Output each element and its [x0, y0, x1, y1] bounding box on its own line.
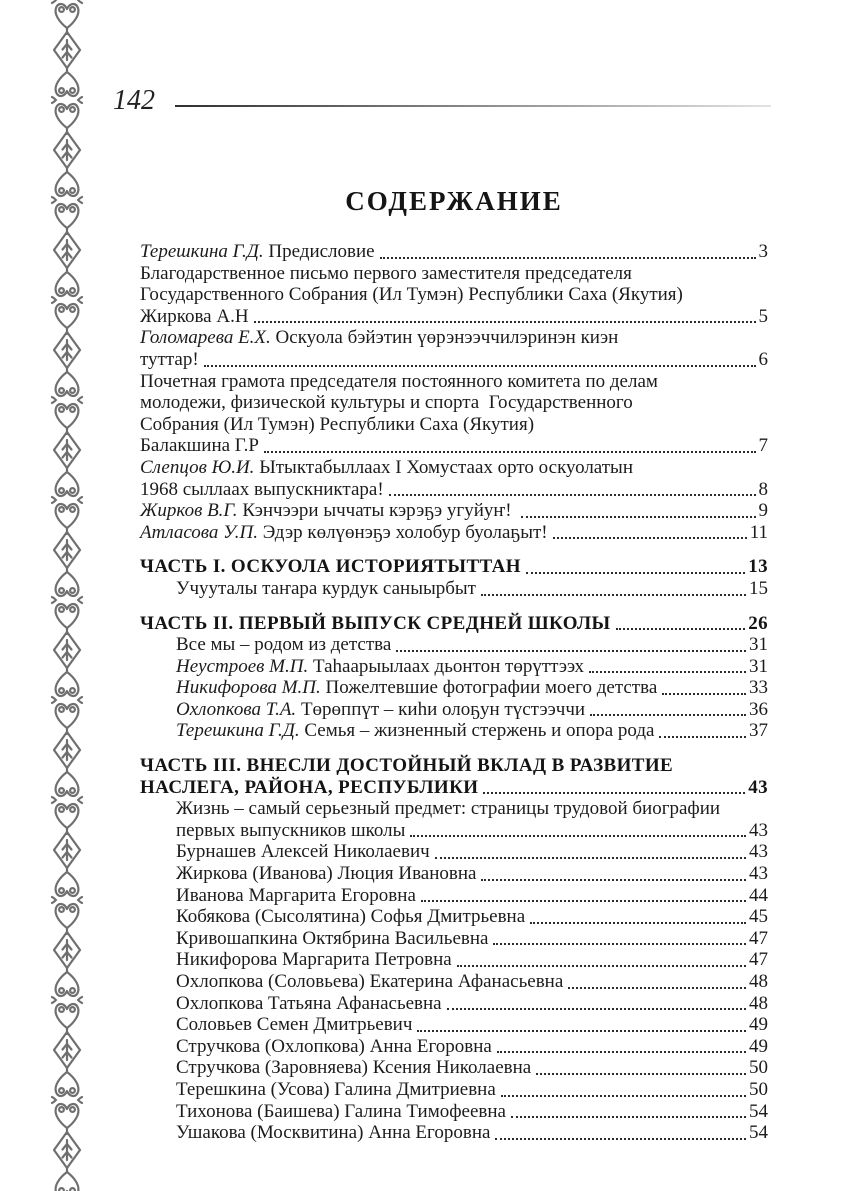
toc-line [176, 993, 768, 1015]
toc-page-ref: 7 [758, 435, 768, 457]
toc-text: Оскуола бэйэтин үөрэнээччилэринэн киэн [275, 327, 619, 349]
toc-page-ref: 47 [749, 927, 768, 949]
toc-leader-dots [530, 922, 746, 924]
toc-line [140, 522, 768, 544]
toc-text: Собрания (Ил Тумэн) Республики Саха (Якутия) [140, 413, 535, 435]
toc-line [140, 371, 768, 393]
toc-author: Слепцов Ю.И. [140, 456, 260, 478]
toc-leader-dots [483, 792, 745, 794]
toc-line [140, 556, 768, 578]
toc-entry [140, 263, 768, 328]
toc-leader-dots [553, 537, 747, 539]
toc-author: Неустроев М.П. [176, 655, 313, 677]
toc-leader-dots [421, 900, 746, 902]
toc-page-ref: 37 [749, 720, 768, 742]
toc-line [140, 777, 768, 799]
toc-line [140, 457, 768, 479]
toc-line [176, 841, 768, 863]
toc-leader-dots [568, 987, 746, 989]
toc-line [176, 1101, 768, 1123]
toc-text: Терешкина (Усова) Галина Дмитриевна [176, 1078, 496, 1100]
toc-author: Терешкина Г.Д. [140, 241, 269, 262]
toc-entry [140, 1079, 768, 1101]
toc-page-ref: 48 [749, 992, 768, 1014]
yakut-ornament-border-icon [50, 0, 84, 1191]
toc-text: Охлопкова Татьяна Афанасьевна [176, 992, 442, 1014]
toc-author: Охлопкова Т.А. [176, 698, 301, 720]
toc-text: Стручкова (Заровняева) Ксения Николаевна [176, 1057, 532, 1079]
toc-page-ref: 45 [749, 906, 768, 928]
toc-text: Пожелтевшие фотографии моего детства [325, 677, 658, 699]
toc-leader-dots [417, 1030, 746, 1032]
toc-page-ref: 9 [758, 500, 768, 522]
toc-line [176, 1014, 768, 1036]
toc-text: Тихонова (Баишева) Галина Тимофеевна [176, 1100, 506, 1122]
toc-entry [140, 1036, 768, 1058]
toc-leader-dots [659, 736, 746, 738]
toc-entry [140, 522, 768, 544]
toc-text: Жиркова А.Н [140, 305, 249, 327]
toc-page-ref: 11 [749, 521, 768, 543]
toc-line [176, 1036, 768, 1058]
toc-entry [140, 327, 768, 370]
toc-leader-dots [501, 1095, 746, 1097]
toc-text: первых выпускников школы [176, 819, 406, 841]
toc-entry [140, 993, 768, 1015]
toc-text: Охлопкова (Соловьева) Екатерина Афанасьевна [176, 971, 564, 992]
toc-line [176, 863, 768, 885]
toc-leader-dots [410, 835, 746, 837]
toc-entry [140, 634, 768, 656]
toc-line [176, 1079, 768, 1101]
toc-entry [140, 677, 768, 699]
toc-page-ref: 43 [749, 819, 768, 841]
toc-leader-dots [521, 516, 755, 518]
toc-entry [140, 500, 768, 522]
toc-leader-dots [616, 628, 746, 630]
toc-text: Иванова Маргарита Егоровна [176, 884, 416, 906]
toc-page-ref: 5 [758, 305, 768, 327]
toc-text: Стручкова (Охлопкова) Анна Егоровна [176, 1035, 492, 1057]
toc-leader-dots [536, 1073, 746, 1075]
toc-entry [140, 798, 768, 841]
toc-line [176, 634, 768, 656]
toc-part-heading [140, 755, 768, 798]
toc-leader-dots [481, 879, 746, 881]
toc-text: ЧАСТЬ II. ПЕРВЫЙ ВЫПУСК СРЕДНЕЙ ШКОЛЫ [140, 612, 611, 634]
toc-text: Балакшина Г.Р [140, 435, 259, 457]
toc-leader-dots [389, 494, 756, 496]
toc-line [140, 500, 768, 522]
page-title: СОДЕРЖАНИЕ [345, 186, 563, 216]
toc-line [176, 928, 768, 950]
toc-text: НАСЛЕГА, РАЙОНА, РЕСПУБЛИКИ [140, 776, 479, 798]
toc-author: Никифорова М.П. [176, 677, 326, 699]
toc-leader-dots [396, 650, 746, 652]
toc-entry [140, 906, 768, 928]
toc-author: Атласова У.П. [140, 521, 263, 543]
page-header [113, 82, 771, 116]
toc-text: Все мы – родом из детства [176, 634, 392, 656]
toc-text: Жизнь – самый серьезный предмет: страницы трудовой биографии [176, 798, 721, 820]
toc-leader-dots [204, 365, 756, 367]
toc-line [176, 578, 768, 600]
toc-line [176, 699, 768, 721]
toc-entry [140, 720, 768, 742]
toc-line [176, 971, 768, 993]
toc-leader-dots [435, 857, 746, 859]
toc-entry [140, 841, 768, 863]
toc-entry [140, 457, 768, 500]
toc-page-ref: 49 [749, 1014, 768, 1036]
toc-text: 1968 сыллаах выпускниктара! [140, 478, 384, 500]
toc-text: Ушакова (Москвитина) Анна Егоровна [176, 1122, 491, 1144]
toc-text: Кэнчээри ыччаты кэрэҕэ угуйуҥ! [242, 500, 517, 522]
toc-page-ref: 48 [749, 971, 768, 992]
toc-page-ref: 54 [749, 1100, 768, 1122]
toc-author: Голомарева Е.Х. [140, 327, 276, 349]
toc-leader-dots [447, 1008, 746, 1010]
toc-text: Жиркова (Иванова) Люция Ивановна [176, 863, 477, 885]
toc-line [176, 949, 768, 971]
toc-page-ref: 31 [749, 655, 768, 677]
toc-entry [140, 656, 768, 678]
toc-line [176, 656, 768, 678]
toc-text: Предисловие [268, 241, 375, 262]
toc-page-ref: 50 [749, 1078, 768, 1100]
toc-line [176, 906, 768, 928]
toc-text: молодежи, физической культуры и спорта Государственного [140, 392, 633, 414]
toc-line [140, 435, 768, 457]
toc-spacer [140, 543, 768, 556]
toc-leader-dots [495, 1138, 746, 1140]
toc-leader-dots [590, 714, 746, 716]
toc-line [140, 479, 768, 501]
toc-page-ref: 33 [749, 677, 768, 699]
toc-text: Никифорова Маргарита Петровна [176, 949, 452, 971]
toc-leader-dots [589, 671, 746, 673]
toc-line [140, 263, 768, 285]
toc-text: Почетная грамота председателя постоянного комитета по делам [140, 370, 658, 392]
toc-leader-dots [254, 321, 756, 323]
toc-line [140, 284, 768, 306]
toc-page-ref: 47 [749, 949, 768, 971]
toc-entry [140, 1101, 768, 1123]
toc-list [140, 241, 768, 1144]
toc-text: Кривошапкина Октябрина Васильевна [176, 927, 489, 949]
toc-leader-dots [380, 257, 756, 259]
toc-page-ref: 43 [748, 776, 768, 798]
toc-leader-dots [526, 572, 745, 574]
toc-text: ЧАСТЬ III. ВНЕСЛИ ДОСТОЙНЫЙ ВКЛАД В РАЗВИТИЕ [140, 755, 674, 777]
toc-page-ref: 6 [758, 348, 768, 370]
toc-line [140, 414, 768, 436]
toc-entry [140, 1014, 768, 1036]
toc-line [140, 755, 768, 777]
toc-entry [140, 371, 768, 457]
toc-page-ref: 8 [758, 478, 768, 500]
toc-page-ref: 43 [749, 841, 768, 863]
toc-text: Благодарственное письмо первого заместителя председателя [140, 262, 632, 284]
toc-page-ref: 43 [749, 863, 768, 885]
toc-page-ref: 44 [749, 884, 768, 906]
toc-page-ref: 36 [749, 698, 768, 720]
toc-text: Бурнашев Алексей Николаевич [176, 841, 430, 863]
toc-author: Терешкина Г.Д. [176, 720, 305, 742]
toc-line [140, 241, 768, 263]
toc-text: ЧАСТЬ I. ОСКУОЛА ИСТОРИЯТЫТТАН [140, 556, 521, 578]
toc-spacer [140, 742, 768, 755]
toc-page-ref: 50 [749, 1057, 768, 1079]
toc-line [176, 720, 768, 742]
toc-line [176, 677, 768, 699]
toc-page-ref: 15 [749, 577, 768, 599]
header-rule [175, 105, 771, 107]
toc-author: Жирков В.Г. [140, 500, 243, 522]
toc-leader-dots [264, 451, 756, 453]
toc-page-ref: 26 [748, 612, 768, 634]
toc-spacer [140, 600, 768, 613]
toc-part-heading [140, 613, 768, 635]
toc-leader-dots [457, 965, 746, 967]
toc-part-heading [140, 556, 768, 578]
toc-leader-dots [493, 943, 746, 945]
toc-line [140, 392, 768, 414]
toc-line [140, 613, 768, 635]
toc-leader-dots [481, 594, 746, 596]
toc-entry [140, 1057, 768, 1079]
toc-entry [140, 863, 768, 885]
toc-entry [140, 241, 768, 263]
toc-text: Семья – жизненный стержень и опора рода [304, 720, 655, 742]
toc-text: Ытыктабыллаах I Хомустаах орто оскуолатын [259, 456, 633, 478]
toc-text: Соловьев Семен Дмитрьевич [176, 1014, 413, 1036]
toc-leader-dots [511, 1116, 746, 1118]
toc-text: Государственного Собрания (Ил Тумэн) Республики Саха (Якутия) [140, 284, 683, 306]
toc-entry [140, 971, 768, 993]
toc-line [176, 798, 768, 820]
toc-text: Төрөппүт – киhи олоҕун түстээччи [300, 698, 586, 720]
toc-line [140, 327, 768, 349]
toc-page-ref: 13 [748, 556, 768, 578]
toc-page-ref: 54 [749, 1122, 768, 1144]
toc-text: туттар! [140, 348, 199, 370]
toc-entry [140, 578, 768, 600]
toc-page-ref: 31 [749, 634, 768, 656]
toc-text: Кобякова (Сысолятина) Софья Дмитрьевна [176, 906, 526, 928]
toc-line [176, 1057, 768, 1079]
toc-line [176, 820, 768, 842]
toc-text: Таhаарыылаах дьонтон төрүттээх [312, 655, 584, 677]
page-number: 142 [113, 85, 155, 116]
toc-line [176, 885, 768, 907]
toc-line [140, 349, 768, 371]
toc-leader-dots [662, 693, 746, 695]
toc-line [140, 306, 768, 328]
toc-entry [140, 949, 768, 971]
toc-text: Эдэр көлүөнэҕэ холобур буолаҕыт! [262, 521, 548, 543]
toc-entry [140, 928, 768, 950]
toc-entry [140, 1122, 768, 1144]
toc-text: Учууталы таҥара курдук саныырбыт [176, 577, 476, 599]
toc-leader-dots [497, 1051, 746, 1053]
toc-entry [140, 699, 768, 721]
toc-line [176, 1122, 768, 1144]
toc-page-ref: 3 [758, 241, 768, 262]
toc-entry [140, 885, 768, 907]
toc-page-ref: 49 [749, 1035, 768, 1057]
